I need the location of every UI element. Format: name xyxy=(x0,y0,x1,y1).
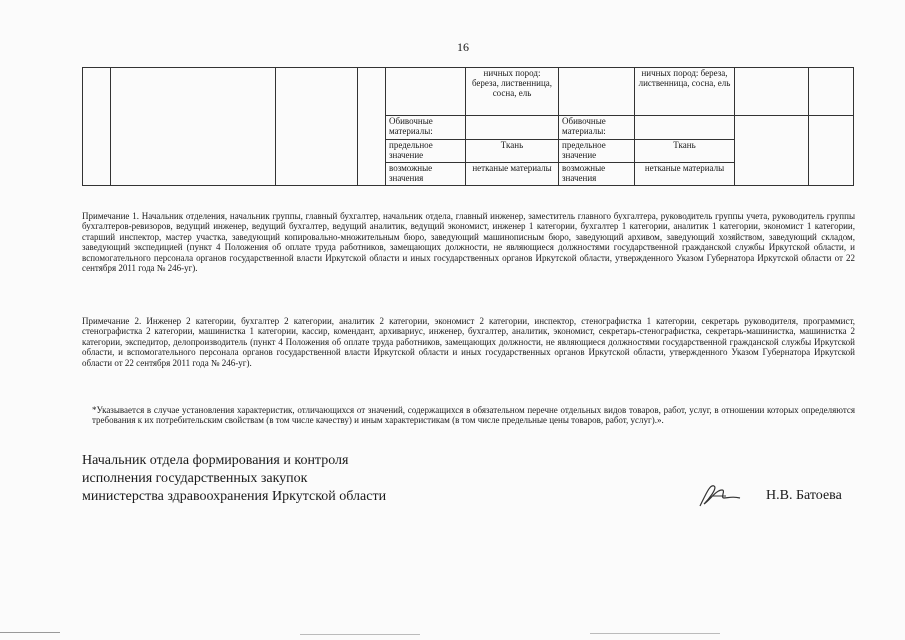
table-cell xyxy=(358,68,386,186)
table-cell: Ткань xyxy=(635,140,735,163)
page-number: 16 xyxy=(457,40,469,54)
table-cell xyxy=(559,68,635,116)
table-cell xyxy=(735,68,809,116)
footnote: *Указывается в случае установления характеристик, отличающихся от значений, содержащихся в обязательном перечне отдельных видов товаров, работ, услуг, в отношении которых определяются требования к их потребительским свойствам (в том числе качеству) и иным характеристикам (в том числе предельные цены товаров, работ, услуг).». xyxy=(92,405,855,426)
table-cell: ничных пород: береза, лиственница, сосна, ель xyxy=(466,68,559,116)
handwritten-signature xyxy=(696,476,744,512)
table-cell xyxy=(83,68,111,186)
note-1: Примечание 1. Начальник отделения, начальник группы, главный бухгалтер, начальник отдела, главный инженер, заместитель главного бухгалтера, руководитель группы учета, руководитель группы бухгалтеров-ревизоров, ведущий инженер, ведущий бухгалтер, ведущий аналитик, ведущий экономист, инженер 1 категории, бухгалтер 1 категории, аналитик 1 категории, экономист 1 категории, старший инспектор, мастер участка, заведующий копировально-множительным бюро, заведующий машинописным бюро, заведующий архивом, заведующий хозяйством, заведующий складом, заведующий экспедицией (пункт 4 Положения об оплате труда работников, замещающих должности, не являющиеся должностями государственной гражданской службы Иркутской области, и вспомогательного персонала органов государственной власти Иркутской области и иных государственных органов Иркутской области, утвержденного Указом Губернатора Иркутской области от 22 сентября 2011 года № 246-уг). xyxy=(82,211,855,274)
table-cell: нетканые материалы xyxy=(466,163,559,186)
scan-artifact xyxy=(590,633,720,634)
specification-table xyxy=(82,67,854,186)
table-cell xyxy=(276,68,358,186)
signer-name: Н.В. Батоева xyxy=(766,488,842,503)
table-cell xyxy=(466,116,559,140)
table-cell: возможные значения xyxy=(386,163,466,186)
table-cell xyxy=(635,116,735,140)
signature-title-line: исполнения государственных закупок xyxy=(82,471,308,486)
note-2: Примечание 2. Инженер 2 категории, бухгалтер 2 категории, аналитик 2 категории, экономист 2 категории, инспектор, стенографистка 1 категории, секретарь руководителя, программист, стенографистка 2 категории, машинистка 1 категории, кассир, комендант, архивариус, инженер, бухгалтер, аналитик, экономист, секретарь-стенографистка, секретарь-машинистка, машинистка 2 категории, экспедитор, делопроизводитель (пункт 4 Положения об оплате труда работников, замещающих должности, не являющиеся должностями государственной гражданской службы Иркутской области, и вспомогательного персонала органов государственной власти Иркутской области и иных государственных органов Иркутской области, утвержденного Указом Губернатора Иркутской области от 22 сентября 2011 года № 246-уг). xyxy=(82,316,855,368)
signature-title-line: Начальник отдела формирования и контроля xyxy=(82,453,349,468)
table-cell: нетканые материалы xyxy=(635,163,735,186)
table-cell xyxy=(735,116,809,186)
table-cell: предельное значение xyxy=(559,140,635,163)
scan-artifact xyxy=(0,632,60,633)
table-cell: ничных пород: береза, лиственница, сосна, ель xyxy=(635,68,735,116)
table-cell: возможные значения xyxy=(559,163,635,186)
table-cell: Обивочные материалы: xyxy=(386,116,466,140)
table-row xyxy=(83,68,854,116)
table-cell: предельное значение xyxy=(386,140,466,163)
table-cell xyxy=(809,116,854,186)
table-cell xyxy=(809,68,854,116)
signature-title-line: министерства здравоохранения Иркутской области xyxy=(82,489,387,504)
table-cell: Обивочные материалы: xyxy=(559,116,635,140)
scan-artifact xyxy=(300,634,420,635)
table-cell: Ткань xyxy=(466,140,559,163)
signature-title-block xyxy=(82,452,386,506)
table-cell xyxy=(386,68,466,116)
table-cell xyxy=(111,68,276,186)
